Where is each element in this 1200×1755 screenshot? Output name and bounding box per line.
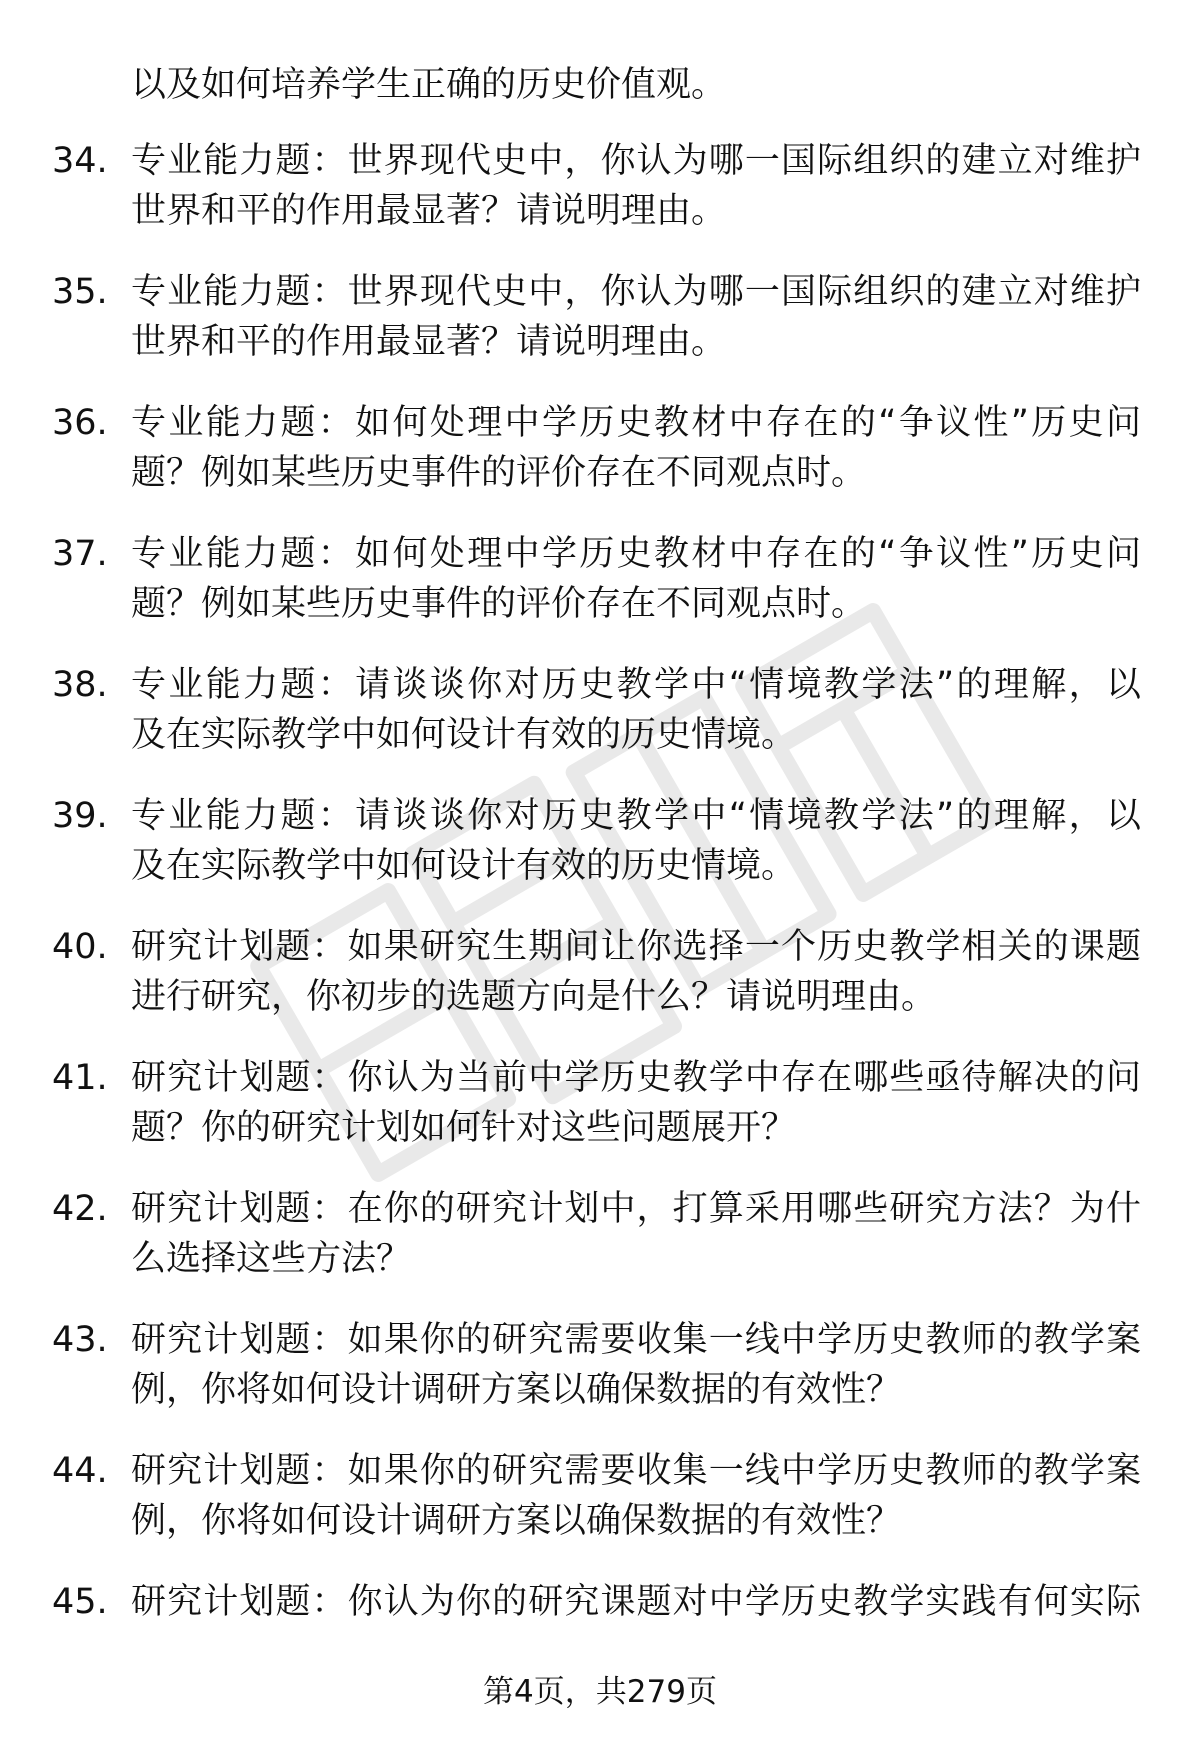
continuation-text: 以及如何培养学生正确的历史价值观。 bbox=[131, 65, 727, 105]
question-line: 世界和平的作用最显著？请说明理由。 bbox=[131, 322, 727, 362]
question-text bbox=[131, 1053, 1141, 1153]
question-number: 44. bbox=[52, 1451, 108, 1491]
question-item bbox=[0, 398, 1200, 529]
question-item bbox=[0, 1184, 1200, 1315]
question-number: 39. bbox=[52, 796, 108, 836]
question-line: 研究计划题：如果研究生期间让你选择一个历史教学相关的课题 bbox=[131, 927, 1141, 967]
question-line: 及在实际教学中如何设计有效的历史情境。 bbox=[131, 846, 797, 886]
question-line: 专业能力题：世界现代史中，你认为哪一国际组织的建立对维护 bbox=[131, 272, 1141, 312]
question-number: 36. bbox=[52, 403, 108, 443]
question-line: 进行研究，你初步的选题方向是什么？请说明理由。 bbox=[131, 977, 937, 1017]
question-line: 例，你将如何设计调研方案以确保数据的有效性？ bbox=[131, 1370, 902, 1410]
question-item bbox=[0, 136, 1200, 267]
question-item bbox=[0, 1315, 1200, 1446]
question-item bbox=[0, 660, 1200, 791]
question-text bbox=[131, 660, 1141, 760]
question-line: 研究计划题：你认为当前中学历史教学中存在哪些亟待解决的问 bbox=[131, 1058, 1141, 1098]
question-text bbox=[131, 529, 1141, 629]
question-item bbox=[0, 922, 1200, 1053]
question-line: 题？例如某些历史事件的评价存在不同观点时。 bbox=[131, 584, 867, 624]
question-list bbox=[0, 136, 1200, 1708]
question-text bbox=[131, 398, 1141, 498]
question-item bbox=[0, 1446, 1200, 1577]
question-number: 37. bbox=[52, 534, 108, 574]
question-line: 么选择这些方法？ bbox=[131, 1239, 412, 1279]
question-text bbox=[131, 1577, 1141, 1627]
page-footer: 第4页，共279页 bbox=[483, 1674, 717, 1710]
question-line: 专业能力题：如何处理中学历史教材中存在的“争议性”历史问 bbox=[131, 534, 1141, 574]
question-text bbox=[131, 136, 1141, 236]
question-line: 专业能力题：世界现代史中，你认为哪一国际组织的建立对维护 bbox=[131, 141, 1141, 181]
question-line: 题？例如某些历史事件的评价存在不同观点时。 bbox=[131, 453, 867, 493]
question-line: 题？你的研究计划如何针对这些问题展开？ bbox=[131, 1108, 797, 1148]
question-text bbox=[131, 791, 1141, 891]
question-line: 研究计划题：如果你的研究需要收集一线中学历史教师的教学案 bbox=[131, 1320, 1141, 1360]
question-number: 42. bbox=[52, 1189, 108, 1229]
question-line: 研究计划题：如果你的研究需要收集一线中学历史教师的教学案 bbox=[131, 1451, 1141, 1491]
question-number: 43. bbox=[52, 1320, 108, 1360]
question-number: 38. bbox=[52, 665, 108, 705]
question-text bbox=[131, 267, 1141, 367]
question-line: 专业能力题：如何处理中学历史教材中存在的“争议性”历史问 bbox=[131, 403, 1141, 443]
question-number: 34. bbox=[52, 141, 108, 181]
question-line: 及在实际教学中如何设计有效的历史情境。 bbox=[131, 715, 797, 755]
question-item bbox=[0, 1053, 1200, 1184]
question-item bbox=[0, 267, 1200, 398]
question-line: 专业能力题：请谈谈你对历史教学中“情境教学法”的理解，以 bbox=[131, 796, 1141, 836]
question-line: 世界和平的作用最显著？请说明理由。 bbox=[131, 191, 727, 231]
question-line: 例，你将如何设计调研方案以确保数据的有效性？ bbox=[131, 1501, 902, 1541]
question-number: 41. bbox=[52, 1058, 108, 1098]
question-line: 研究计划题：在你的研究计划中，打算采用哪些研究方法？为什 bbox=[131, 1189, 1141, 1229]
question-text bbox=[131, 1446, 1141, 1546]
question-text bbox=[131, 922, 1141, 1022]
question-item bbox=[0, 529, 1200, 660]
question-item bbox=[0, 791, 1200, 922]
question-text bbox=[131, 1184, 1141, 1284]
question-number: 45. bbox=[52, 1582, 108, 1622]
question-number: 40. bbox=[52, 927, 108, 967]
question-line: 专业能力题：请谈谈你对历史教学中“情境教学法”的理解，以 bbox=[131, 665, 1141, 705]
question-text bbox=[131, 1315, 1141, 1415]
question-number: 35. bbox=[52, 272, 108, 312]
question-line: 研究计划题：你认为你的研究课题对中学历史教学实践有何实际 bbox=[131, 1582, 1141, 1622]
